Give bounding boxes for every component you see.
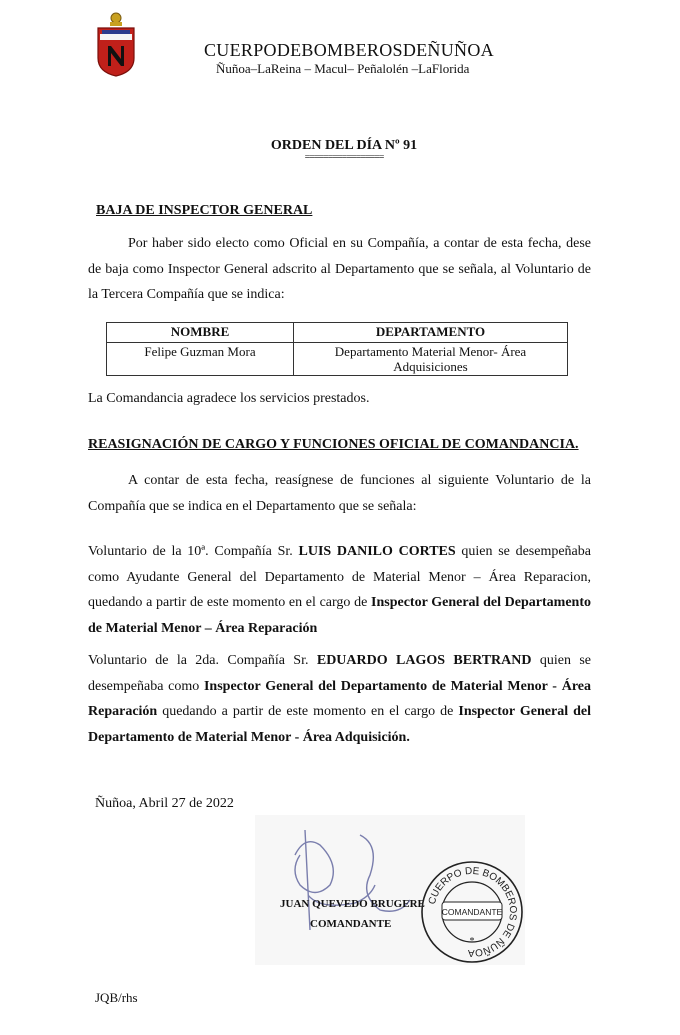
text-span: Voluntario de la 2da. Compañía Sr. [88, 653, 317, 668]
stamp-ring-text: CUERPO DE BOMBEROS DE ÑUÑOA [426, 865, 519, 959]
table-cell-nombre: Felipe Guzman Mora [107, 343, 294, 376]
signer-name: JUAN QUEVEDO BRUGERE [280, 898, 425, 910]
fire-brigade-shield-icon [94, 10, 138, 78]
text-span: quien se desempeñaba como Ayudante General del Departamento de Material Menor – Área Reparacion, quedando a partir de este momento en el cargo de [88, 544, 591, 610]
section1-paragraph: Por haber sido electo como Oficial en su Compañía, a contar de esta fecha, dese de baja como Inspector General adscrito al Departamento que se señala, al Voluntario de la Tercera Compañía que se indica: [88, 236, 591, 302]
reassignment-paragraph-1 [88, 539, 591, 641]
column-header-departamento: DEPARTAMENTO [294, 323, 568, 343]
svg-text:*: * [469, 936, 475, 947]
section1-closing: La Comandancia agradece los servicios prestados. [88, 391, 370, 406]
table-row [107, 343, 568, 376]
old-role: Inspector General del Departamento de Material Menor - Área Reparación [88, 678, 591, 719]
typist-initials: JQB/rhs [95, 990, 138, 1005]
text-span: quedando a partir de este momento en el cargo de [157, 704, 459, 719]
column-header-nombre: NOMBRE [107, 323, 294, 343]
place-date: Ñuñoa, Abril 27 de 2022 [95, 796, 234, 811]
new-role: Inspector General del Departamento de Material Menor – Área Reparación [88, 595, 591, 636]
section-title-reasignacion: REASIGNACIÓN DE CARGO Y FUNCIONES OFICIAL DE COMANDANCIA. [88, 437, 579, 452]
order-title-underline: ================= [304, 152, 384, 163]
reassignment-paragraph-2 [88, 648, 591, 750]
text-span: Voluntario de la 10ª. Compañía Sr. [88, 544, 299, 559]
stamp-center-text: COMANDANTE [441, 907, 503, 917]
staff-table [106, 322, 568, 376]
official-stamp [418, 858, 526, 966]
table-cell-departamento: Departamento Material Menor- Área Adquisiciones [294, 343, 568, 376]
signer-role: COMANDANTE [310, 918, 392, 930]
organization-name: CUERPODEBOMBEROSDEÑUÑOA [204, 40, 494, 60]
section2-paragraph: A contar de esta fecha, reasígnese de funciones al siguiente Voluntario de la Compañía que se indica en el Departamento que se señala: [88, 473, 591, 514]
volunteer-name: EDUARDO LAGOS BERTRAND [316, 653, 532, 668]
new-role: Inspector General del Departamento de Material Menor - Área Adquisición. [88, 704, 591, 745]
volunteer-name: LUIS DANILO CORTES [298, 544, 456, 559]
order-title: ORDEN DEL DÍA Nº 91 [270, 138, 418, 153]
section-title-baja: BAJA DE INSPECTOR GENERAL [96, 203, 313, 218]
text-span: quien se desempeñaba como [88, 653, 591, 694]
organization-communes: Ñuñoa–LaReina – Macul– Peñalolén –LaFlorida [216, 61, 470, 76]
table-header-row [107, 323, 568, 343]
